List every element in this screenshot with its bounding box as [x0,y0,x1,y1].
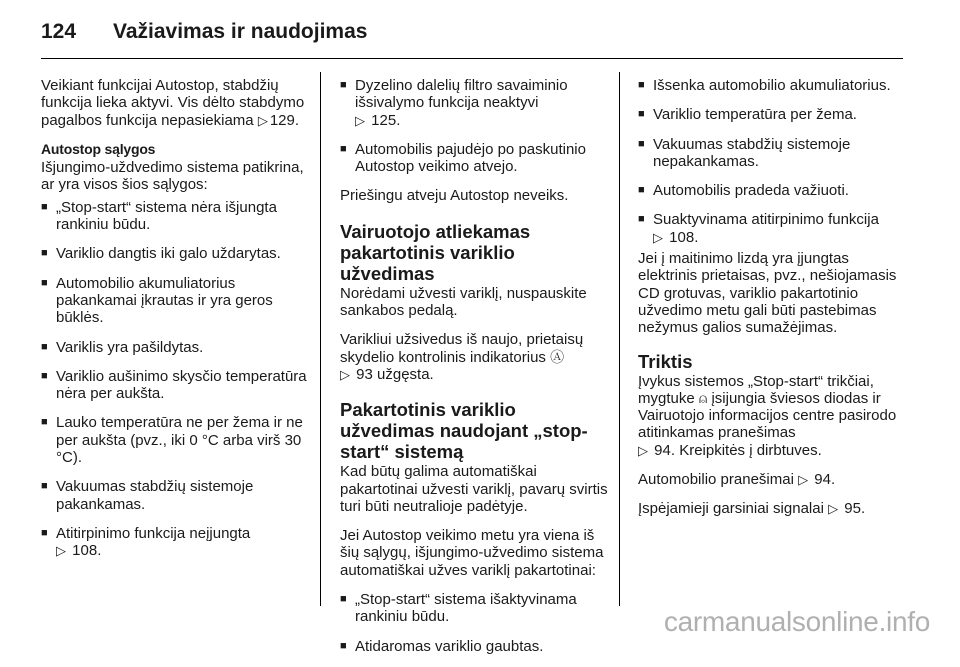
list-item: ■ „Stop-start“ sistema nėra išjungta rankiniu būdu. [41,199,309,234]
page-ref[interactable]: 95. [844,500,866,518]
list-item: ■ Dyzelino dalelių filtro savaiminio išsivalymo funkcija neaktyvi ▷ 125. [340,77,608,129]
paragraph: Automobilio pranešimai ▷ 94. [638,471,836,489]
watermark: carmanualsonline.info [663,606,930,637]
paragraph: Jei Autostop veikimo metu yra viena iš šių sąlygų, išjungimo-užvedimo sistema automatiškai užves variklį pakartotinai: [340,527,604,579]
autostop-indicator-icon: Ⓐ [550,348,565,365]
conditions-list [41,199,309,560]
list-item: ■ Vakuumas stabdžių sistemoje nepakankamas. [638,136,906,171]
list-item: ■ Atitirpinimo funkcija neįjungta ▷ 108. [41,525,309,560]
restart-conditions-list-continued [638,77,906,246]
page-ref-icon: ▷ [340,366,350,382]
list-item: ■ Automobilis pajudėjo po paskutinio Autostop veikimo atvejo. [340,141,608,176]
page-ref-icon: ▷ [638,442,648,458]
stop-start-button-icon: ⍝ [698,389,708,406]
list-item: ■ Variklio temperatūra per žema. [638,106,906,123]
column-2 [340,77,608,667]
list-item: ■ „Stop-start“ sistema išaktyvinama rankiniu būdu. [340,591,608,626]
restart-conditions-list [340,591,608,655]
list-item: ■ Automobilis pradeda važiuoti. [638,182,906,199]
list-item: ■ Variklis yra pašildytas. [41,339,309,356]
list-item: ■ Automobilio akumuliatorius pakankamai įkrautas ir yra geros būklės. [41,275,309,327]
paragraph: Varikliui užsivedus iš naujo, prietaisų skydelio kontrolinis indikatorius Ⓐ ▷ 93 užgęsta. [340,331,584,383]
page-ref-icon: ▷ [828,501,839,517]
section-title-auto-restart: Pakartotinis variklio užvedimas naudojant „stop-start“ sistemą [340,399,588,463]
column-divider [619,72,620,606]
list-item: ■ Variklio dangtis iki galo uždarytas. [41,245,309,262]
paragraph: Priešingu atveju Autostop neveiks. [340,187,569,205]
page-title: Važiavimas ir naudojimas [113,20,368,43]
page-number: 124 [41,20,77,43]
list-item: ■ Variklio aušinimo skysčio temperatūra nėra per aukšta. [41,368,309,403]
page-ref[interactable]: 108. [72,542,102,560]
intro-paragraph: Veikiant funkcijai Autostop, stabdžių funkcija lieka aktyvi. Vis dėlto stabdymo pagalbos funkcija nepasiekiama ▷ 129. [41,77,305,129]
page-ref-icon: ▷ [257,112,268,128]
page-ref[interactable]: 94. Kreipkitės į dirbtuves. [654,441,822,459]
paragraph: Norėdami užvesti variklį, nuspauskite sankabos pedalą. [340,284,587,320]
subheading-autostop-conditions: Autostop sąlygos [41,140,156,157]
list-item: ■ Atidaromas variklio gaubtas. [340,638,608,655]
page-ref[interactable]: 125. [371,111,401,129]
paragraph: Jei į maitinimo lizdą yra įjungtas elektrinis prietaisas, pvz., nešiojamasis CD grotuvas, variklio pakartotinio užvedimo metu gali būti pastebimas nežymus galios sumažėjimas. [638,250,897,337]
page-ref-icon: ▷ [355,112,365,128]
list-item: ■ Vakuumas stabdžių sistemoje pakankamas. [41,478,309,513]
list-item: ■ Išsenka automobilio akumuliatorius. [638,77,906,94]
column-3 [638,77,906,530]
conditions-lead: Išjungimo-uždvedimo sistema patikrina, ar yra visos šios sąlygos: [41,159,304,194]
page-ref[interactable]: 108. [669,228,699,246]
header-divider [41,58,903,59]
page-ref[interactable]: 129. [269,111,300,129]
page-ref-icon: ▷ [798,472,809,488]
page-ref-icon: ▷ [653,229,663,245]
page-ref[interactable]: 94. [814,471,836,489]
section-title-fault: Triktis [638,350,693,372]
column-divider [320,72,321,606]
conditions-list-continued [340,77,608,175]
paragraph: Įvykus sistemos „Stop-start“ trikčiai, mygtuke ⍝ įsijungia šviesos diodas ir Vairuotojo informacijos centre pasirodo atitinkamas pranešimas ▷ 94. Kreipkitės į dirbtuves. [638,372,897,459]
paragraph: Kad būtų galima automatiškai pakartotinai užvesti variklį, pavarų svirtis turi būti neutralioje padėtyje. [340,463,608,515]
paragraph: Įspėjamieji garsiniai signalai ▷ 95. [638,500,866,518]
list-item: ■ Lauko temperatūra ne per žema ir ne per aukšta (pvz., iki 0 °C arba virš 30 °C). [41,414,309,466]
page-ref-icon: ▷ [56,543,66,559]
section-title-driver-restart: Vairuotojo atliekamas pakartotinis variklio užvedimas [340,220,531,284]
column-1 [41,77,309,572]
list-item: ■ Suaktyvinama atitirpinimo funkcija ▷ 108. [638,211,906,246]
page-ref[interactable]: 93 užgęsta. [356,365,434,383]
